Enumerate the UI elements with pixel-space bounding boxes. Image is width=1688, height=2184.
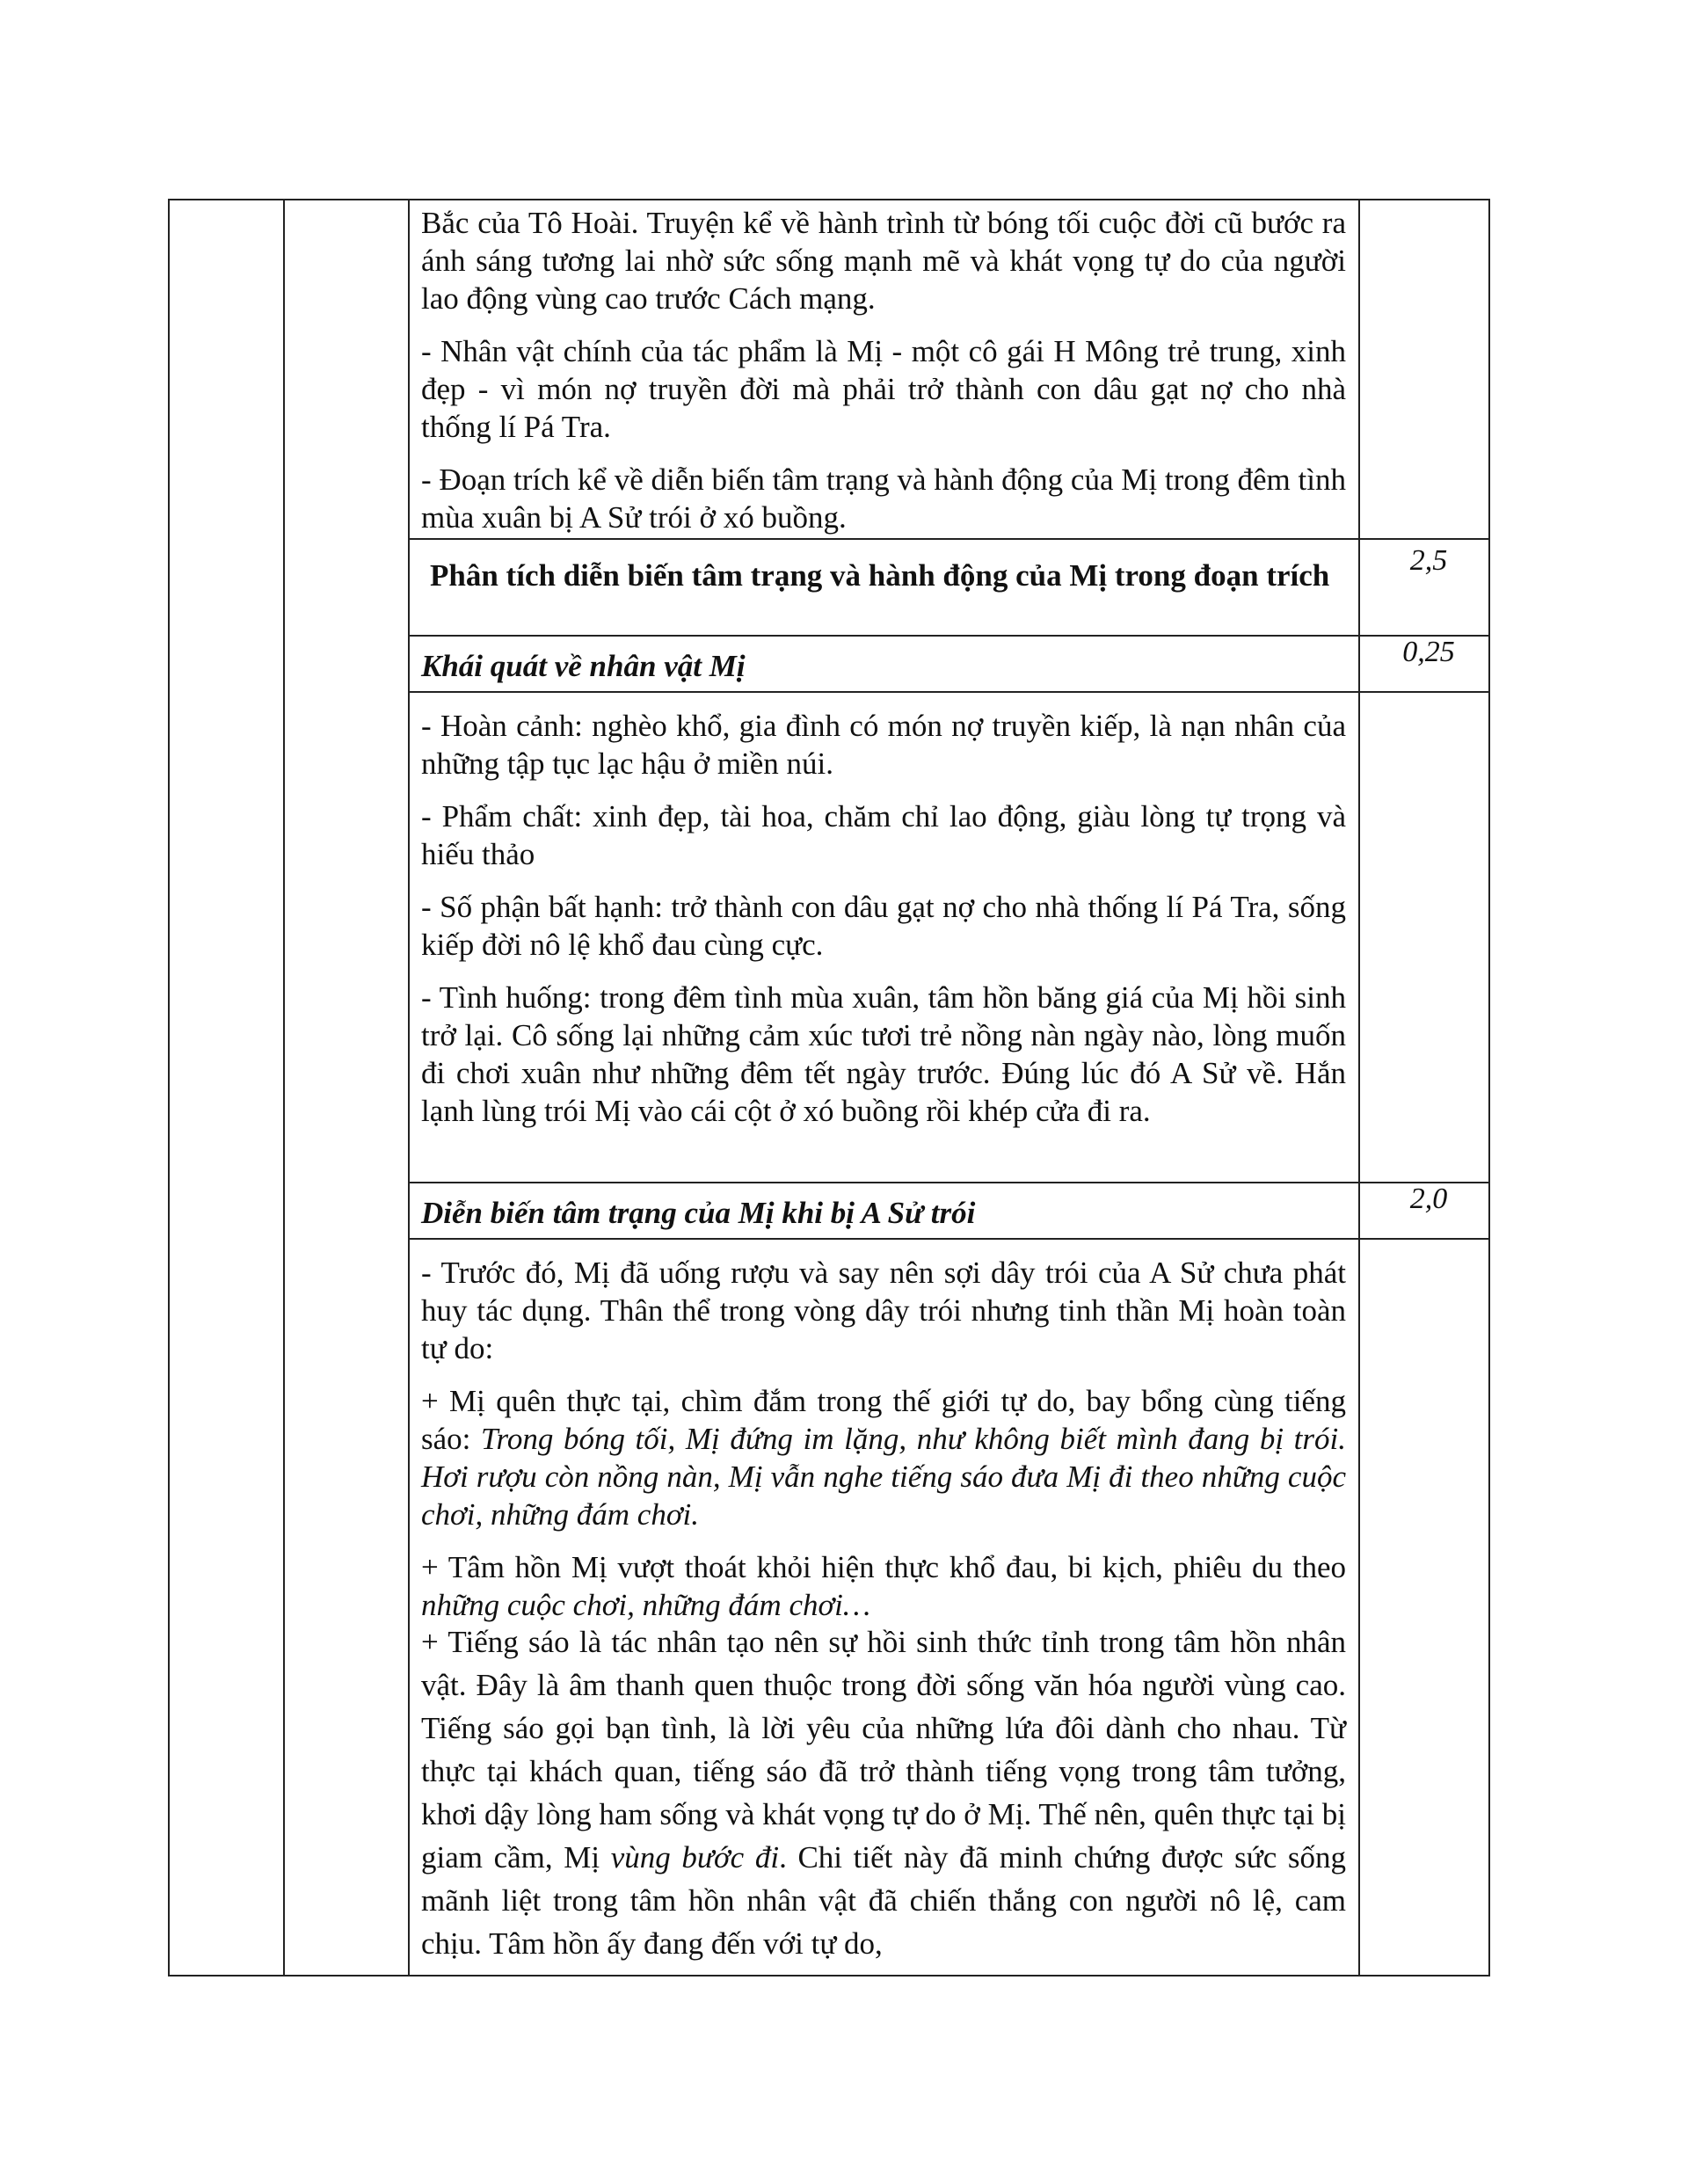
row-divider-4 — [408, 1182, 1490, 1183]
section2-paragraph-4: - Tình huống: trong đêm tình mùa xuân, tâm hồn băng giá của Mị hồi sinh trở lại. Cô sống lại những cảm xúc tươi trẻ nồng nàn ngày nào, lòng muốn đi chơi xuân như những đêm tết ngày trước. Đúng lúc đó A Sử về. Hắn lạnh lùng trói Mị vào cái cột ở xó buồng rồi khép cửa đi ra. — [421, 980, 1346, 1128]
column-divider-3 — [1358, 200, 1360, 1975]
grading-table — [168, 199, 1490, 1977]
section3-body — [421, 1254, 1346, 1980]
intro-paragraph-1: Bắc của Tô Hoài. Truyện kể về hành trình từ bóng tối cuộc đời cũ bước ra ánh sáng tương lai nhờ sức sống mạnh mẽ và khát vọng tự do của người lao động vùng cao trước Cách mạng. — [421, 206, 1346, 316]
section3-paragraph-4 — [421, 1620, 1346, 1965]
section2-paragraph-3: - Số phận bất hạnh: trở thành con dâu gạt nợ cho nhà thống lí Pá Tra, sống kiếp đời nô lệ khổ đau cùng cực. — [421, 890, 1346, 962]
section3-paragraph-4-text-b: . Chi tiết này đã minh chứng được sức sống mãnh liệt trong tâm hồn nhân vật đã chiến thắng con người nô lệ, cam chịu. Tâm hồn ấy đang đến với tự do, — [421, 1840, 1346, 1961]
section2-heading: Khái quát về nhân vật Mị — [421, 649, 746, 683]
section3-heading: Diễn biến tâm trạng của Mị khi bị A Sử trói — [421, 1196, 976, 1230]
row-divider-5 — [408, 1238, 1490, 1240]
section3-paragraph-2-quote: Trong bóng tối, Mị đứng im lặng, như không biết mình đang bị trói. Hơi rượu còn nồng nàn, Mị vẫn nghe tiếng sáo đưa Mị đi theo những cuộc chơi, những đám chơi. — [421, 1422, 1346, 1532]
column-divider-2 — [408, 200, 410, 1975]
section3-paragraph-4-text-a: + Tiếng sáo là tác nhân tạo nên sự hồi sinh thức tỉnh trong tâm hồn nhân vật. Đây là âm thanh quen thuộc trong đời sống văn hóa người vùng cao. Tiếng sáo gọi bạn tình, là lời yêu của những lứa đôi dành cho nhau. Từ thực tại khách quan, tiếng sáo đã trở thành tiếng vọng trong tâm tưởng, khơi dậy lòng ham sống và khát vọng tự do ở Mị. Thế nên, quên thực tại bị giam cầm, Mị — [421, 1625, 1346, 1875]
section3-paragraph-3-text: + Tâm hồn Mị vượt thoát khỏi hiện thực khổ đau, bi kịch, phiêu du theo — [421, 1550, 1346, 1584]
intro-paragraph-2: - Nhân vật chính của tác phẩm là Mị - một cô gái H Mông trẻ trung, xinh đẹp - vì món nợ truyền đời mà phải trở thành con dâu gạt nợ cho nhà thống lí Pá Tra. — [421, 334, 1346, 444]
row-divider-2 — [408, 635, 1490, 637]
row-divider-3 — [408, 691, 1490, 693]
section1-score: 2,5 — [1409, 544, 1448, 577]
section2-body — [421, 707, 1346, 1145]
section3-score: 2,0 — [1409, 1183, 1448, 1215]
section3-paragraph-4-quote: vùng bước đi — [610, 1840, 780, 1875]
section3-paragraph-2-text: + Mị quên thực tại, chìm đắm trong thế giới tự do, bay bổng cùng tiếng sáo: — [421, 1384, 1346, 1456]
section3-paragraph-2 — [421, 1382, 1346, 1533]
section2-paragraph-2: - Phẩm chất: xinh đẹp, tài hoa, chăm chỉ lao động, giàu lòng tự trọng và hiếu thảo — [421, 799, 1346, 871]
section3-paragraph-3 — [421, 1548, 1346, 1624]
intro-paragraph-3: - Đoạn trích kể về diễn biến tâm trạng và hành động của Mị trong đêm tình mùa xuân bị A Sử trói ở xó buồng. — [421, 462, 1346, 535]
section3-paragraph-3-quote: những cuộc chơi, những đám chơi… — [421, 1588, 871, 1622]
section2-paragraph-1: - Hoàn cảnh: nghèo khổ, gia đình có món nợ truyền kiếp, là nạn nhân của những tập tục lạc hậu ở miền núi. — [421, 709, 1346, 781]
intro-cell — [421, 204, 1346, 551]
section2-score: 0,25 — [1402, 636, 1455, 668]
section1-heading: Phân tích diễn biến tâm trạng và hành động của Mị trong đoạn trích — [430, 558, 1330, 593]
section3-paragraph-1: - Trước đó, Mị đã uống rượu và say nên sợi dây trói của A Sử chưa phát huy tác dụng. Thân thể trong vòng dây trói nhưng tinh thần Mị hoàn toàn tự do: — [421, 1256, 1346, 1365]
column-divider-1 — [283, 200, 285, 1975]
